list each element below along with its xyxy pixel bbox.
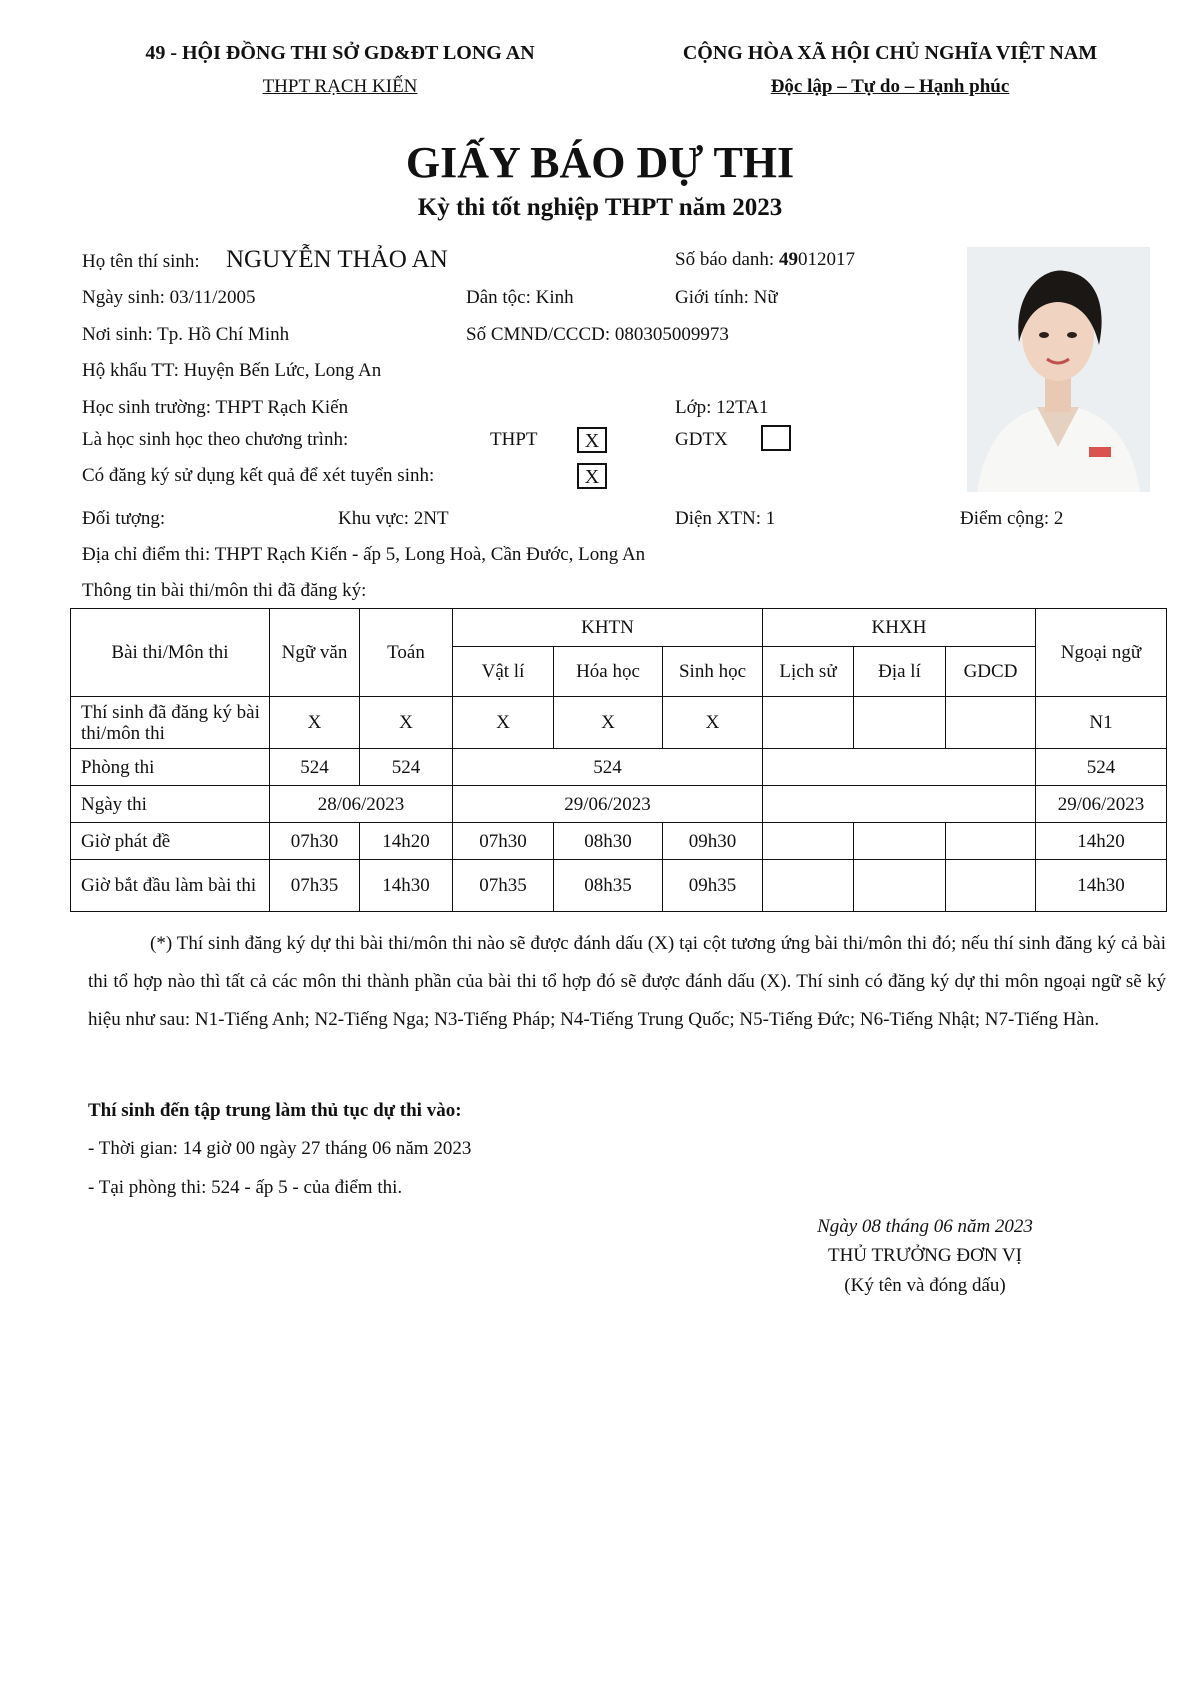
cell: X (360, 697, 453, 749)
cell: 14h30 (360, 860, 453, 912)
priority: Đối tượng: (82, 508, 166, 529)
birthplace: Nơi sinh: Tp. Hồ Chí Minh (82, 324, 290, 345)
cell: 29/06/2023 (1036, 786, 1167, 823)
bonus: Điểm cộng: 2 (960, 508, 1064, 529)
program-thpt-checkbox: X (577, 427, 607, 453)
col-header-dia-li: Địa lí (854, 647, 946, 697)
procedure-heading: Thí sinh đến tập trung làm thủ tục dự thi vào: (88, 1100, 462, 1121)
cell: 09h30 (663, 823, 763, 860)
col-header-ngoai-ngu: Ngoại ngữ (1036, 609, 1167, 697)
col-header-subject: Bài thi/Môn thi (71, 609, 270, 697)
document-title: GIẤY BÁO DỰ THI (405, 138, 795, 187)
council-name: 49 - HỘI ĐỒNG THI SỞ GD&ĐT LONG AN (145, 42, 535, 64)
row-label-registered: Thí sinh đã đăng ký bài thi/môn thi (71, 697, 270, 749)
program-label: Là học sinh học theo chương trình: (82, 429, 349, 450)
cell: X (270, 697, 360, 749)
col-header-hoa-hoc: Hóa học (554, 647, 663, 697)
col-header-khxh: KHXH (763, 609, 1036, 647)
ethnicity: Dân tộc: Kinh (466, 287, 574, 308)
program-gdtx-label: GDTX (675, 429, 728, 450)
signature-title: THỦ TRƯỞNG ĐƠN VỊ (827, 1245, 1022, 1266)
admission-checkbox: X (577, 463, 607, 489)
row-label-date: Ngày thi (71, 786, 270, 823)
cell: N1 (1036, 697, 1167, 749)
col-header-gdcd: GDCD (946, 647, 1036, 697)
cell: X (453, 697, 554, 749)
cell: 07h30 (453, 823, 554, 860)
dob: Ngày sinh: 03/11/2005 (82, 287, 256, 308)
signature-date: Ngày 08 tháng 06 năm 2023 (817, 1216, 1033, 1237)
col-header-toan: Toán (360, 609, 453, 697)
row-label-start: Giờ bắt đầu làm bài thi (71, 860, 270, 912)
cell (854, 860, 946, 912)
program-thpt-label: THPT (490, 429, 538, 450)
col-header-vat-li: Vật lí (453, 647, 554, 697)
table-row (71, 749, 1167, 786)
table-row (71, 697, 1167, 749)
cell: 524 (270, 749, 360, 786)
candidate-photo (967, 247, 1150, 492)
cell (763, 860, 854, 912)
cell (763, 786, 1036, 823)
cell (854, 823, 946, 860)
school: Học sinh trường: THPT Rạch Kiến (82, 397, 349, 418)
cell (763, 823, 854, 860)
name-label: Họ tên thí sinh: (82, 251, 200, 272)
cell: 28/06/2023 (270, 786, 453, 823)
sbd-field (675, 249, 855, 271)
col-header-lich-su: Lịch sử (763, 647, 854, 697)
cell: 07h35 (453, 860, 554, 912)
national-motto: Độc lập – Tự do – Hạnh phúc (770, 76, 1010, 97)
cell: 07h30 (270, 823, 360, 860)
sbd-label: Số báo danh: (675, 249, 775, 270)
portrait-illustration (967, 247, 1150, 492)
procedure-room: - Tại phòng thi: 524 - ấp 5 - của điểm thi. (88, 1177, 403, 1198)
col-header-sinh-hoc: Sinh học (663, 647, 763, 697)
table-row (71, 786, 1167, 823)
cell: 14h20 (1036, 823, 1167, 860)
col-header-ngu-van: Ngữ văn (270, 609, 360, 697)
procedure-time: - Thời gian: 14 giờ 00 ngày 27 tháng 06 năm 2023 (88, 1138, 472, 1159)
residence: Hộ khẩu TT: Huyện Bến Lức, Long An (82, 360, 382, 381)
col-header-khtn: KHTN (453, 609, 763, 647)
cell: 08h30 (554, 823, 663, 860)
cell: 14h30 (1036, 860, 1167, 912)
row-label-release: Giờ phát đề (71, 823, 270, 860)
cell (763, 697, 854, 749)
document-subtitle: Kỳ thi tốt nghiệp THPT năm 2023 (417, 194, 783, 221)
cell: 524 (360, 749, 453, 786)
cell (763, 749, 1036, 786)
area: Khu vực: 2NT (338, 508, 449, 529)
table-row (71, 860, 1167, 912)
cell: 07h35 (270, 860, 360, 912)
exam-address: Địa chỉ điểm thi: THPT Rạch Kiến - ấp 5, Long Hoà, Cần Đước, Long An (82, 544, 646, 565)
cell: 08h35 (554, 860, 663, 912)
footnote: (*) Thí sinh đăng ký dự thi bài thi/môn thi nào sẽ được đánh dấu (X) tại cột tương ứng bài thi/môn thi đó; nếu thí sinh đăng ký cả bài thi tổ hợp nào thì tất cả các môn thi thành phần của bài thi tổ hợp đó sẽ được đánh dấu (X). Thí sinh có đăng ký dự thi môn ngoại ngữ sẽ ký hiệu như sau: N1-Tiếng Anh; N2-Tiếng Nga; N3-Tiếng Pháp; N4-Tiếng Trung Quốc; N5-Tiếng Đức; N6-Tiếng Nhật; N7-Tiếng Hàn. (88, 933, 1166, 1030)
admission-label: Có đăng ký sử dụng kết quả để xét tuyển sinh: (82, 465, 435, 486)
gender: Giới tính: Nữ (675, 287, 778, 308)
cell: X (663, 697, 763, 749)
subject-table (70, 608, 1167, 912)
cell: 29/06/2023 (453, 786, 763, 823)
xtn: Diện XTN: 1 (675, 508, 776, 529)
class: Lớp: 12TA1 (675, 397, 769, 418)
cell (946, 860, 1036, 912)
subjects-intro: Thông tin bài thi/môn thi đã đăng ký: (82, 580, 367, 601)
cell (946, 823, 1036, 860)
sbd-prefix: 49 (778, 249, 798, 270)
national-title: CỘNG HÒA XÃ HỘI CHỦ NGHĨA VIỆT NAM (682, 42, 1098, 64)
school-name: THPT RẠCH KIẾN (262, 76, 418, 97)
row-label-room: Phòng thi (71, 749, 270, 786)
id-number: Số CMND/CCCD: 080305009973 (466, 324, 729, 345)
cell: X (554, 697, 663, 749)
cell (946, 697, 1036, 749)
cell: 524 (1036, 749, 1167, 786)
sbd-number: 012017 (797, 249, 855, 270)
program-gdtx-checkbox (761, 425, 791, 451)
table-row (71, 823, 1167, 860)
cell: 14h20 (360, 823, 453, 860)
cell: 524 (453, 749, 763, 786)
candidate-name: NGUYỄN THẢO AN (226, 246, 448, 273)
cell: 09h35 (663, 860, 763, 912)
cell (854, 697, 946, 749)
signature-note: (Ký tên và đóng dấu) (844, 1275, 1006, 1296)
table-header-row (71, 609, 1167, 647)
